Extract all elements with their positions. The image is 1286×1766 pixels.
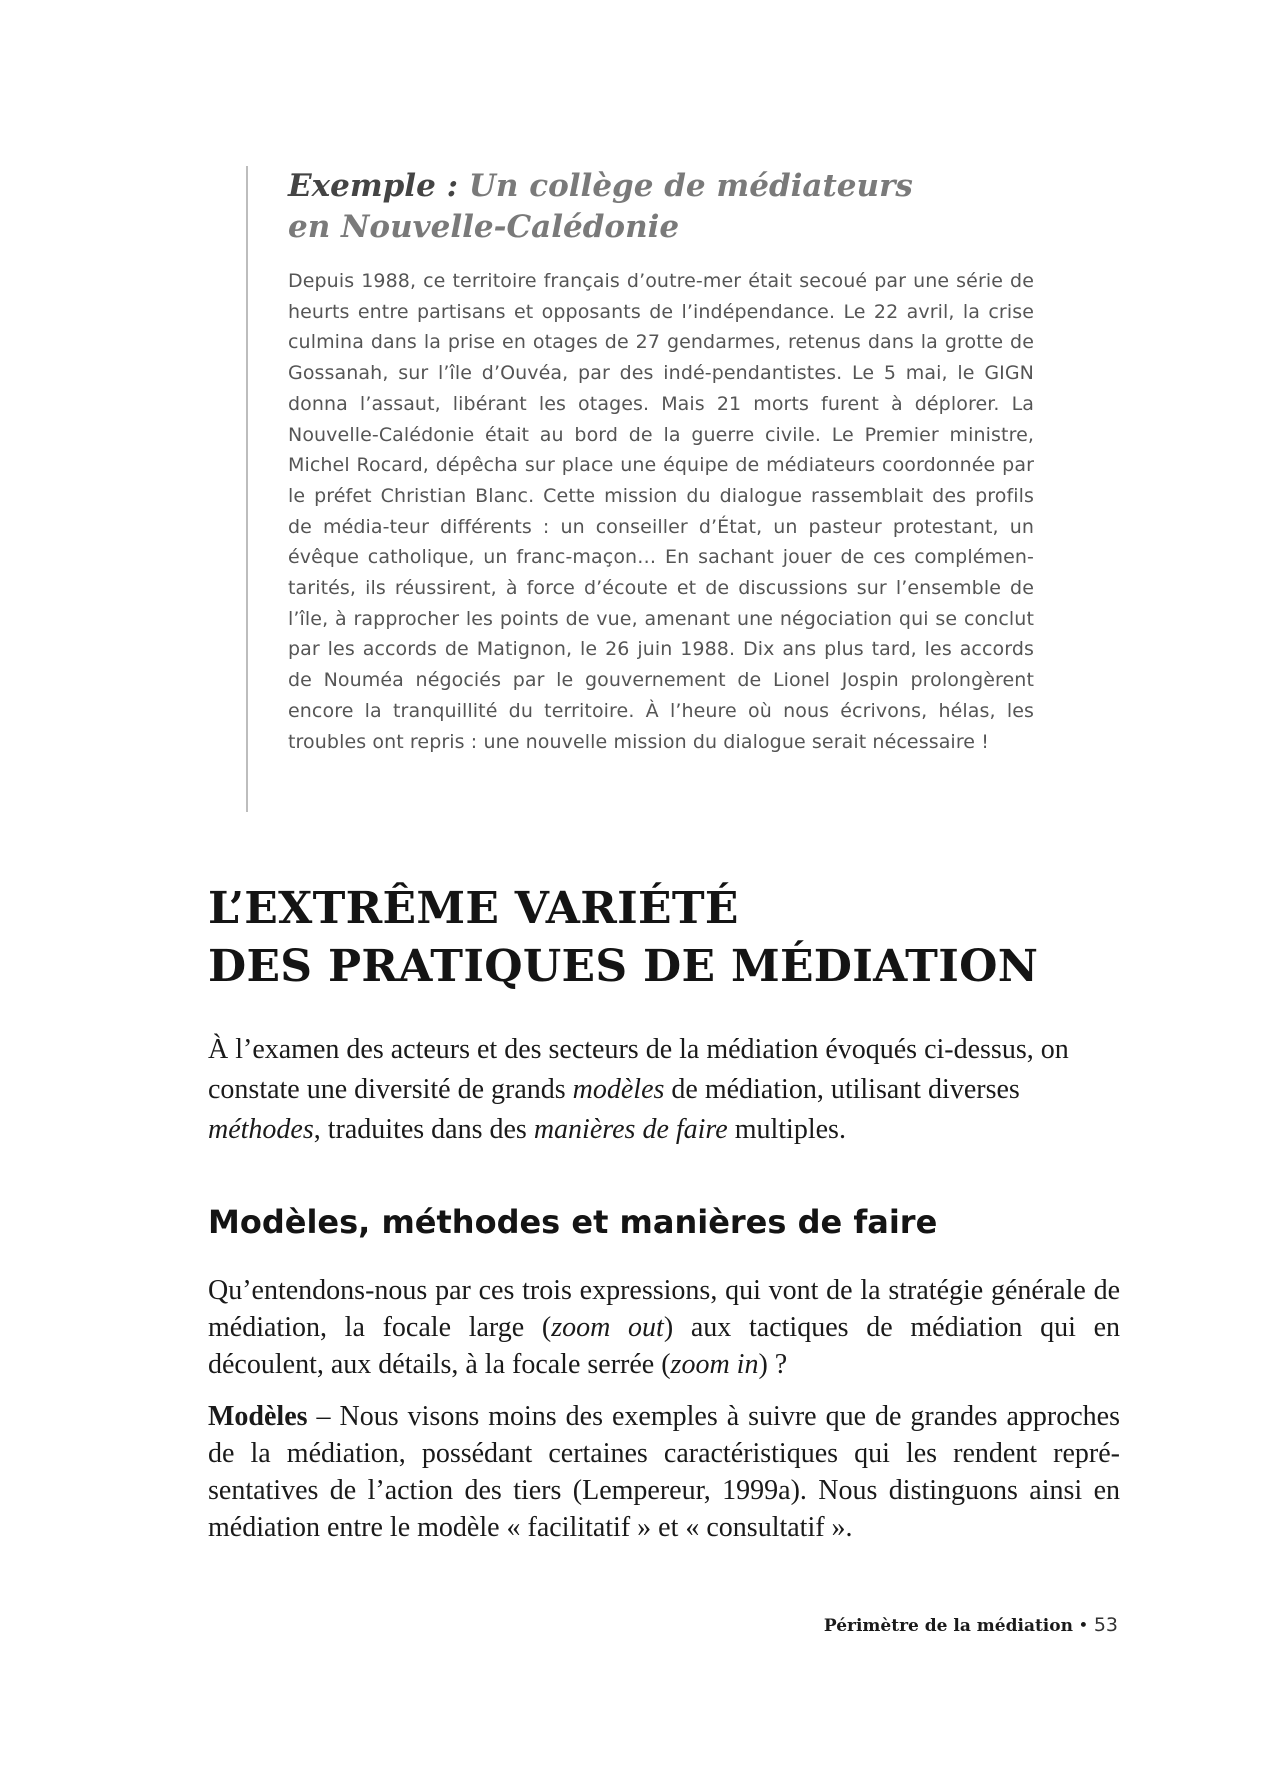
intro-emphasis-models: modèles (572, 1074, 665, 1105)
page-footer (824, 1613, 1118, 1638)
intro-text-4: multiples. (727, 1114, 846, 1145)
section-title-line2: DES PRATIQUES DE MÉDIATION (208, 941, 1039, 992)
intro-paragraph (208, 1030, 1120, 1150)
section-title-line1: L’EXTRÊME VARIÉTÉ (208, 883, 739, 934)
running-title: Périmètre de la médiation (823, 1616, 1073, 1636)
example-title-line1: Un collège de médiateurs (468, 168, 913, 204)
subsection-title: Modèles, méthodes et manières de faire (208, 1203, 938, 1241)
question-text-1: Qu’entendons-nous par ces trois expressions, qui vont de la stratégie générale de médiation, la focale large ( (208, 1275, 1120, 1343)
models-paragraph (208, 1398, 1120, 1546)
intro-emphasis-methods: méthodes (208, 1114, 314, 1145)
example-label: Exemple : (288, 168, 459, 204)
question-paragraph (208, 1272, 1120, 1383)
example-title (288, 166, 1008, 248)
section-title (208, 880, 1108, 996)
example-body: Depuis 1988, ce territoire français d’outre-mer était secoué par une série de heurts entre partisans et opposants de l’indépendance. Le 22 avril, la crise culmina dans la prise en otages de 27 gendarmes, retenus dans la grotte de Gossanah, sur l’île d’Ouvéa, par des indé-pendantistes. Le 5 mai, le GIGN donna l’assaut, libérant les otages. Mais 21 morts furent à déplorer. La Nouvelle-Calédonie était au bord de la guerre civile. Le Premier ministre, Michel Rocard, dépêcha sur place une équipe de médiateurs coordonnée par le préfet Christian Blanc. Cette mission du dialogue rassemblait des profils de média-teur différents : un conseiller d’État, un pasteur protestant, un évêque catholique, un franc-maçon… En sachant jouer de ces complémen-tarités, ils réussirent, à force d’écoute et de discussions sur l’ensemble de l’île, à rapprocher les points de vue, amenant une négociation qui se conclut par les accords de Matignon, le 26 juin 1988. Dix ans plus tard, les accords de Nouméa négociés par le gouvernement de Lionel Jospin prolongèrent encore la tranquillité du territoire. À l’heure où nous écrivons, hélas, les troubles ont repris : une nouvelle mission du dialogue serait nécessaire ! (288, 270, 1034, 753)
footer-separator: • (1078, 1616, 1089, 1636)
models-term: Modèles (208, 1401, 308, 1432)
intro-text-2: de médiation, utilisant diverses (664, 1074, 1020, 1105)
page-number: 53 (1093, 1614, 1118, 1636)
models-text: – Nous visons moins des exemples à suivre que de grandes approches de la médiation, possédant certaines caractéristiques qui les rendent repré-sentatives de l’action des tiers (Lempereur, 1999a). Nous distinguons ainsi en médiation entre le modèle « facilitatif » et « consultatif ». (208, 1401, 1120, 1543)
intro-emphasis-manners: manières de faire (533, 1114, 728, 1145)
question-emphasis-zoom-out: zoom out (551, 1312, 664, 1343)
question-emphasis-zoom-in: zoom in (670, 1349, 759, 1380)
example-title-line2: en Nouvelle-Calédonie (288, 209, 680, 245)
intro-text-3: , traduites dans des (313, 1114, 534, 1145)
example-box (246, 166, 1046, 812)
question-text-3: ) ? (758, 1349, 788, 1380)
intro-text-1: À l’examen des acteurs et des secteurs de la médiation évoqués ci-dessus, on constate une diversité de grands (208, 1034, 1069, 1105)
question-text-2: ) aux tactiques de médiation qui en découlent, aux détails, à la focale serrée ( (208, 1312, 1120, 1380)
